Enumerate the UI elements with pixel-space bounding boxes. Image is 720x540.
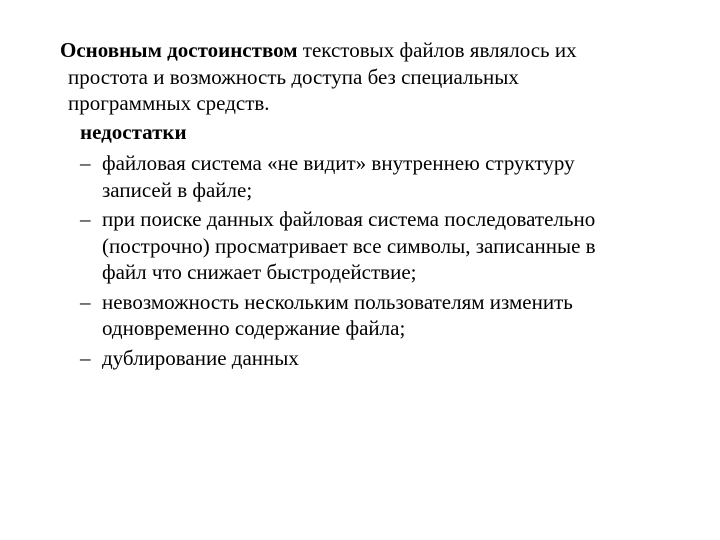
dash-bullet: – <box>80 207 91 231</box>
list-item-line: записей в файле; <box>102 177 253 202</box>
intro-bold-lead: Основным достоинством <box>60 38 298 62</box>
dash-bullet: – <box>80 151 91 175</box>
dash-bullet: – <box>80 289 91 314</box>
list-item-line: дублирование данных <box>102 345 299 370</box>
list-item-line: (построчно) просматривает все символы, записанные в <box>102 233 596 258</box>
intro-line-1-text: текстовых файлов являлось их <box>297 38 577 62</box>
list-item-line: невозможность нескольким пользователям изменить <box>102 289 573 314</box>
list-item <box>80 150 700 203</box>
intro-line-1 <box>60 37 700 64</box>
dash-bullet: – <box>80 345 91 370</box>
disadvantages-list <box>80 150 700 374</box>
intro-paragraph <box>60 37 700 117</box>
list-item <box>80 206 700 286</box>
list-item <box>80 289 700 342</box>
list-item-line: файл что снижает быстродействие; <box>102 260 417 284</box>
disadvantages-heading: недостатки <box>80 120 187 144</box>
list-item-line: файловая система «не видит» внутреннею структуру <box>102 151 575 175</box>
intro-line-2: простота и возможность доступа без специальных <box>68 64 519 89</box>
list-item <box>80 345 700 372</box>
list-item-line: одновременно содержание файла; <box>102 316 406 340</box>
list-item-line: при поиске данных файловая система последовательно <box>102 207 596 231</box>
intro-line-3: программных средств. <box>68 91 270 115</box>
